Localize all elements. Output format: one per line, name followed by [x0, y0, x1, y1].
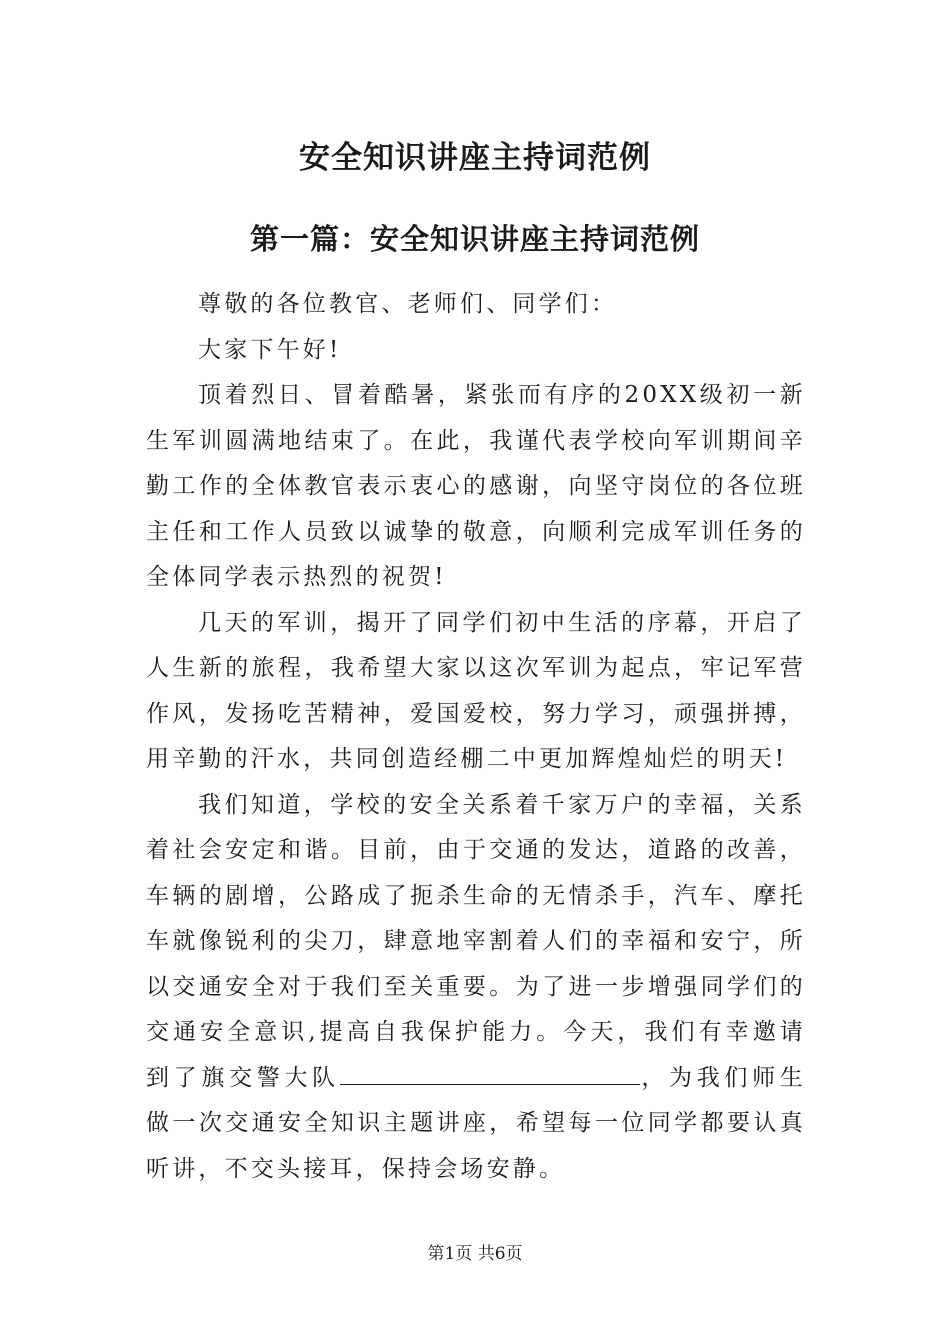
paragraph-new-journey: 几天的军训，揭开了同学们初中生活的序幕，开启了人生新的旅程，我希望大家以这次军训为起点，牢记军营作风，发扬吃苦精神，爱国爱校，努力学习，顽强拼搏，用辛勤的汗水，共同创造经棚二中更加辉煌灿烂的明天! [146, 609, 806, 772]
document-title: 安全知识讲座主持词范例 [299, 140, 651, 176]
paragraph-traffic-safety [146, 783, 806, 1193]
paragraph-military-training: 顶着烈日、冒着酷暑，紧张而有序的20XX级初一新生军训圆满地结束了。在此，我谨代表学校向军训期间辛勤工作的全体教官表示衷心的感谢，向坚守岗位的各位班主任和工作人员致以诚挚的敬意，向顺利完成军训任务的全体同学表示热烈的祝贺! [146, 382, 806, 590]
paragraph-greeting: 尊敬的各位教官、老师们、同学们： [198, 291, 618, 317]
document-body [146, 282, 806, 1192]
fill-in-blank-line [340, 1056, 640, 1085]
paragraph-traffic-safety-part2: ，为我们师生做一次交通安全知识主题讲座，希望每一位同学都要认真听讲，不交头接耳，保持会场安静。 [146, 1064, 806, 1182]
document-subtitle: 第一篇：安全知识讲座主持词范例 [249, 222, 700, 256]
page-footer: 第1页 共6页 [427, 1244, 523, 1264]
paragraph-traffic-safety-part1: 我们知道，学校的安全关系着千家万户的幸福，关系着社会安定和谐。目前，由于交通的发达，道路的改善，车辆的剧增，公路成了扼杀生命的无情杀手，汽车、摩托车就像锐利的尖刀，肆意地宰割着人们的幸福和安宁，所以交通安全对于我们至关重要。为了进一步增强同学们的交通安全意识,提高自我保护能力。今天，我们有幸邀请到了旗交警大队 [146, 791, 806, 1091]
paragraph-salutation: 大家下午好! [198, 336, 342, 363]
